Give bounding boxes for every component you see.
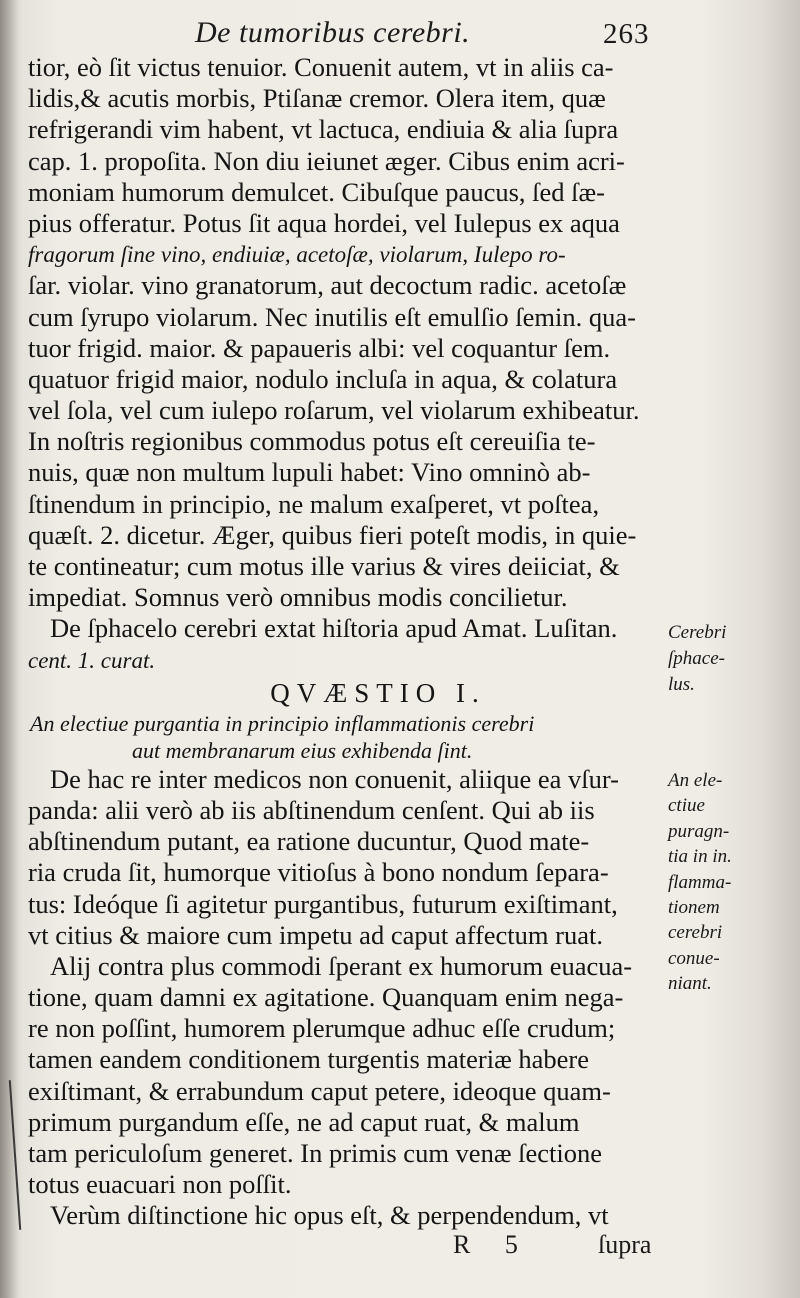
text-line: te contineatur; cum motus ille varius & vires deiiciat, & (28, 551, 620, 581)
text-line: tam periculoſum generet. In primis cum venæ ſectione (28, 1138, 602, 1168)
text-line: tior, eò ſit victus tenuior. Conuenit autem, vt in aliis ca- (28, 52, 614, 82)
text-line: tamen eandem conditionem turgentis materiæ habere (28, 1044, 589, 1075)
margin-note-line: ſphace- (668, 648, 725, 669)
text-line: totus euacuari non poſſit. (28, 1169, 292, 1200)
text-line: quatuor frigid maior, nodulo incluſa in aqua, & colatura (28, 363, 618, 394)
page-number: 263 (603, 18, 650, 50)
margin-note-line: tia in in. (668, 846, 732, 868)
text-line: refrigerandi vim habent, vt lactuca, endiuia & alia ſupra (28, 114, 619, 145)
text-line: nuis, quæ non multum lupuli habet: Vino omninò ab- (28, 457, 591, 488)
text-line: tione, quam damni ex agitatione. Quanquam enim nega- (28, 982, 624, 1013)
margin-note-line: Cerebri (668, 622, 727, 643)
text-line: abſtinendum putant, ea ratione ducuntur, Quod mate- (28, 826, 590, 857)
margin-note-line: niant. (668, 973, 712, 995)
text-line: ſtinendum in principio, ne malum exaſperet, vt poſtea, (28, 488, 600, 519)
margin-note-line: conue- (668, 947, 720, 969)
text-line: primum purgandum eſſe, ne ad caput ruat, & malum (28, 1106, 580, 1137)
text-line: cent. 1. curat. (28, 647, 156, 673)
text-line: re non poſſint, humorem plerumque adhuc eſſe crudum; (28, 1013, 616, 1044)
text-line: Verùm diſtinctione hic opus eſt, & perpendendum, vt (50, 1200, 609, 1231)
text-line: De ſphacelo cerebri extat hiſtoria apud Amat. Luſitan. (50, 613, 618, 644)
text-line: pius offeratur. Potus ſit aqua hordei, vel Iulepus ex aqua (28, 207, 620, 238)
question-heading: QVÆSTIO I. (270, 677, 486, 708)
text-line: ria cruda ſit, humorque vitioſus à bono nondum ſepara- (28, 857, 609, 888)
text-line: cap. 1. propoſita. Non diu ieiunet æger. Cibus enim acri- (28, 145, 625, 176)
text-line: ſar. violar. vino granatorum, aut decoctum radic. acetoſæ (28, 270, 627, 301)
text-line: vel ſola, vel cum iulepo roſarum, vel violarum exhibeatur. (28, 395, 640, 426)
text-line: lidis,& acutis morbis, Ptiſanæ cremor. Olera item, quæ (28, 83, 606, 114)
text-line: fragorum ſine vino, endiuiæ, acetoſæ, violarum, Iulepo ro- (28, 242, 566, 268)
question-subtitle: aut membranarum eius exhibenda ſint. (132, 737, 473, 763)
margin-note-line: lus. (668, 674, 695, 695)
text-line: exiſtimant, & errabundum caput petere, ideoque quam- (28, 1075, 611, 1106)
main-text-block (28, 52, 668, 1232)
text-line: tuor frigid. maior. & papaueris albi: vel coquantur ſem. (28, 332, 611, 363)
margin-note-question (668, 768, 798, 997)
text-line: tus: Ideóque ſi agitetur purgantibus, futurum exiſtimant, (28, 888, 618, 919)
text-line: panda: alii verò ab iis abſtinendum cenſent. Qui ab iis (28, 794, 595, 825)
text-line: moniam humorum demulcet. Cibuſque paucus, ſed ſæ- (28, 176, 606, 207)
text-line: impediat. Somnus verò omnibus modis concilietur. (28, 582, 568, 613)
signature-mark: R 5 (453, 1230, 532, 1259)
text-line: vt citius & maiore cum impetu ad caput affectum ruat. (28, 919, 603, 950)
margin-note-line: ctiue (668, 795, 705, 817)
question-subtitle: An electiue purgantia in principio inflammationis cerebri (30, 710, 535, 736)
margin-note-line: cerebri (668, 922, 723, 944)
margin-note-sphacelus (668, 620, 798, 698)
margin-note-line: flamma- (668, 871, 732, 893)
margin-note-line: An ele- (668, 770, 723, 791)
text-line: quæſt. 2. dicetur. Æger, quibus fieri poteſt modis, in quie- (28, 519, 637, 550)
margin-note-line: tionem (668, 897, 720, 919)
margin-note-line: puragn- (668, 820, 730, 842)
text-line: Alij contra plus commodi ſperant ex humorum euacua- (50, 950, 633, 981)
page-footer (0, 1230, 800, 1270)
text-line: In noſtris regionibus commodus potus eſt cereuiſia te- (28, 426, 596, 457)
catchword: ſupra (598, 1230, 652, 1259)
text-line: De hac re inter medicos non conuenit, aliique ea vſur- (50, 763, 619, 794)
running-title: De tumoribus cerebri. (195, 16, 471, 49)
text-line: cum ſyrupo violarum. Nec inutilis eſt emulſio ſemin. qua- (28, 301, 636, 332)
binding-shadow (0, 0, 18, 1298)
